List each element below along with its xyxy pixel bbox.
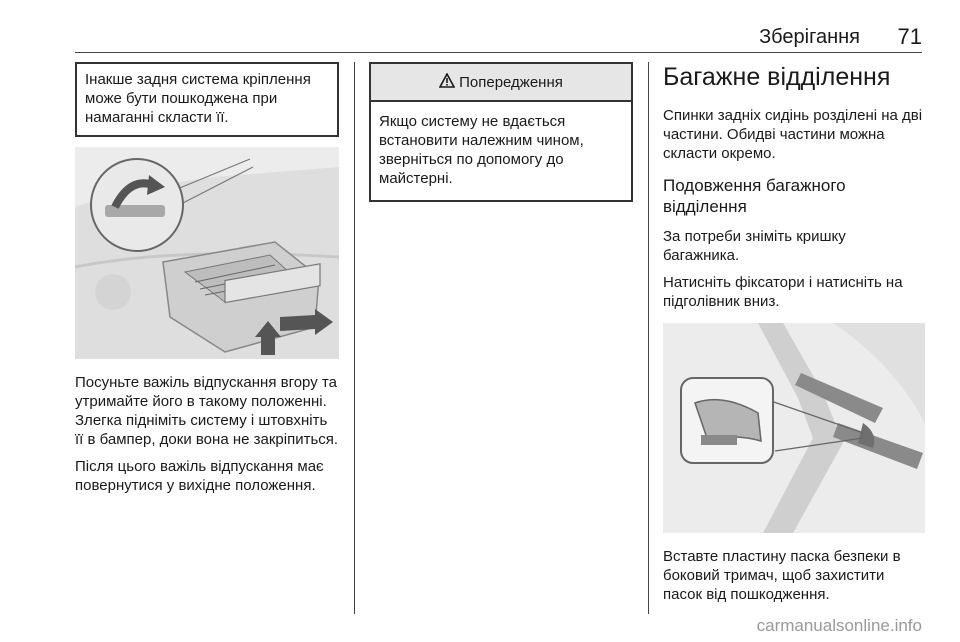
subheading: Подовження багажного відділення — [663, 176, 846, 216]
paragraph-1: За потреби зніміть кришку багажника. — [663, 228, 846, 264]
paragraph-3: Вставте пластину паска безпеки в боковий тримач, щоб захистити пасок від пошкодження. — [663, 548, 901, 603]
paragraph-2: Натисніть фіксатори і натисніть на підголівник вниз. — [663, 274, 903, 310]
page-header — [0, 0, 960, 52]
header-rule — [75, 52, 922, 53]
warning-icon — [439, 73, 455, 92]
warning-header — [371, 64, 631, 102]
paragraph-2: Після цього важіль відпускання має повернутися у вихідне положення. — [75, 458, 324, 494]
column-right — [663, 62, 925, 612]
page-number: 71 — [897, 24, 922, 49]
column-left — [75, 62, 339, 503]
warning-title: Попередження — [459, 73, 563, 91]
warning-box — [369, 62, 633, 202]
column-middle — [369, 62, 633, 202]
warning-text: Якщо систему не вдається встановити належним чином, зверніться по допомогу до майстерні. — [379, 113, 584, 187]
column-divider-1 — [354, 62, 355, 614]
section-heading: Багажне відділення — [663, 63, 891, 91]
tow-bar-illustration — [75, 147, 339, 359]
section-title: Зберігання — [759, 26, 860, 48]
column-divider-2 — [648, 62, 649, 614]
seat-belt-illustration — [663, 323, 925, 533]
paragraph-1: Посуньте важіль відпускання вгору та утримайте його в такому положенні. Злегка підніміть систему і штовхніть її в бампер, доки вона не закріпиться. — [75, 374, 339, 448]
note-box: Інакше задня система кріплення може бути пошкоджена при намаганні скласти її. — [75, 62, 339, 137]
watermark: carmanualsonline.info — [756, 616, 922, 635]
intro-paragraph: Спинки задніх сидінь розділені на дві частини. Обидві частини можна скласти окремо. — [663, 107, 923, 162]
